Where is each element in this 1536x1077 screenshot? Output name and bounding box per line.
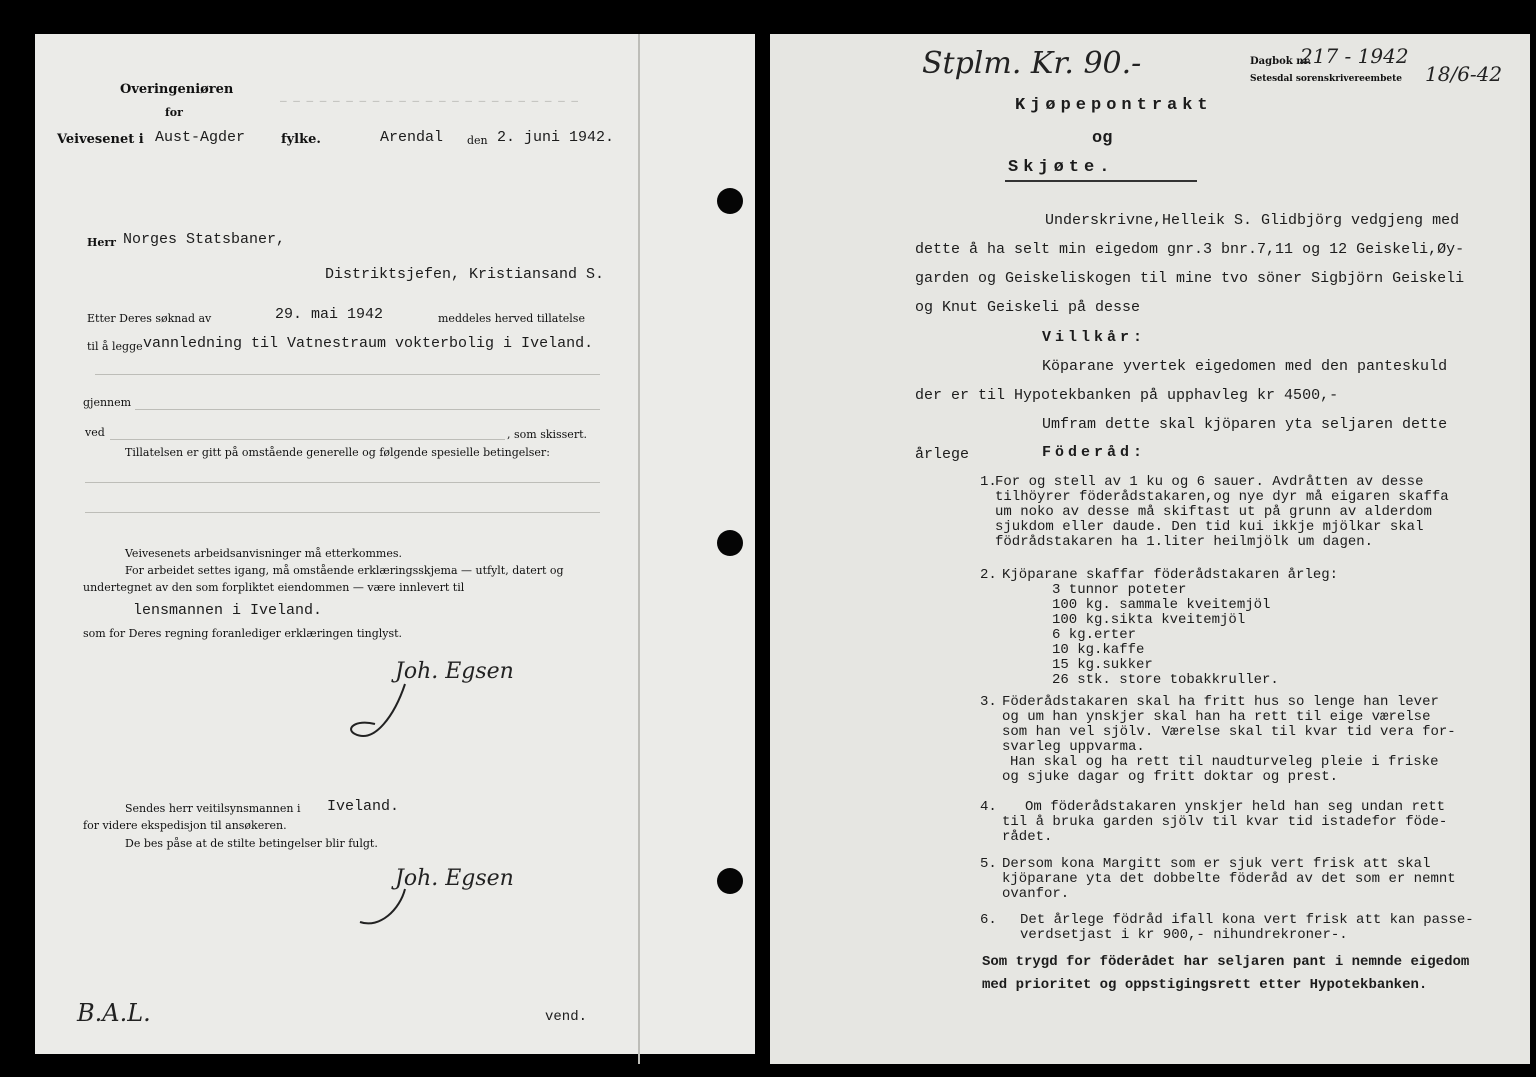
sendes-label: Sendes herr veitilsynsmannen i — [125, 802, 301, 815]
item-line: um noko av desse må skiftast ut på grunn av alderdom — [995, 504, 1432, 520]
application-date: 29. mai 1942 — [275, 306, 384, 323]
gjennem-label: gjennem — [83, 396, 132, 409]
item-line: Dersom kona Margitt som er sjuk vert frisk att skal — [1002, 856, 1431, 872]
item-line: tilhöyrer föderådstakaren,og nye dyr må eigaren skaffa — [995, 489, 1449, 505]
signature-flourish — [335, 674, 455, 754]
blank-line — [95, 374, 600, 375]
left-page — [35, 34, 755, 1054]
item-line: Det årlege födråd ifall kona vert frisk att kan passe- — [1020, 912, 1474, 928]
closing-line: med prioritet og oppstigingsrett etter Hypotekbanken. — [982, 977, 1428, 993]
signature-flourish — [345, 884, 465, 944]
item-line: For og stell av 1 ku og 6 sauer. Avdråtten av desse — [995, 474, 1424, 490]
office-title: Overingeniøren — [120, 82, 234, 97]
item-line: 6 kg.erter — [1052, 627, 1137, 643]
villkar-line: Köparane yvertek eigedomen med den panteskuld — [1042, 358, 1448, 375]
item-line: Kjöparane skaffar föderådstakaren årleg: — [1002, 567, 1339, 583]
item-line: rådet. — [1002, 829, 1053, 845]
sendes-place: Iveland. — [327, 798, 400, 815]
title-underline — [1005, 180, 1197, 182]
instruction-3: undertegnet av den som forpliktet eiendommen — være innlevert til — [83, 581, 465, 594]
right-page — [770, 34, 1530, 1064]
office-for: for — [165, 106, 183, 119]
item-line: svarleg uppvarma. — [1002, 739, 1145, 755]
herr-label: Herr — [87, 236, 116, 249]
body-line: dette å ha selt min eigedom gnr.3 bnr.7,11 og 12 Geiskeli,Øy- — [915, 241, 1465, 258]
item-number: 3. — [980, 694, 997, 710]
item-line: og um han ynskjer skal han ha rett til eige værelse — [1002, 709, 1431, 725]
item-number: 1. — [980, 474, 997, 490]
sendes-line-3: De bes påse at de stilte betingelser blir fulgt. — [125, 837, 378, 850]
binding-hole — [717, 188, 743, 214]
item-line: 15 kg.sukker — [1052, 657, 1153, 673]
item-line: som han vel sjölv. Værelse skal til kvar tid vera for- — [1002, 724, 1456, 740]
vend-label: vend. — [545, 1009, 588, 1025]
til-label: til å legge — [87, 340, 143, 353]
conditions-line: Tillatelsen er gitt på omstående generelle og følgende spesielle betingelser: — [125, 446, 550, 459]
court-label: Setesdal sorenskrivereembete — [1250, 74, 1402, 84]
item-line: 100 kg. sammale kveitemjöl — [1052, 597, 1271, 613]
skissert-label: , som skissert. — [507, 428, 587, 441]
blank-line — [85, 482, 600, 483]
body-line: og Knut Geiskeli på desse — [915, 299, 1141, 316]
permission-text: vannledning til Vatnestraum vokterbolig i Iveland. — [143, 335, 594, 352]
body-line: garden og Geiskeliskogen til mine tvo söner Sigbjörn Geiskeli — [915, 270, 1465, 287]
recipient-line2: Distriktsjefen, Kristiansand S. — [325, 266, 605, 283]
item-line: födrådstakaren ha 1.liter heilmjölk um dagen. — [995, 534, 1374, 550]
item-number: 6. — [980, 912, 997, 928]
meddeles-label: meddeles herved tillatelse — [438, 312, 585, 325]
binding-hole — [717, 868, 743, 894]
dagbok-label: Dagbok nr. — [1250, 56, 1312, 67]
closing-line: Som trygd for föderådet har seljaren pant i nemnde eigedom — [982, 954, 1470, 970]
item-line: ovanfor. — [1002, 886, 1070, 902]
delivered-to: lensmannen i Iveland. — [133, 602, 323, 619]
item-line: Om föderådstakaren ynskjer held han seg undan rett — [1025, 799, 1446, 815]
item-line: verdsetjast i kr 900,- nihundrekroner-. — [1020, 927, 1348, 943]
title-skjote: Skjøte. — [1008, 158, 1115, 177]
court-date: 18/6-42 — [1425, 62, 1503, 86]
county-suffix: fylke. — [281, 132, 321, 147]
item-number: 4. — [980, 799, 997, 815]
item-number: 2. — [980, 567, 997, 583]
county: Aust-Agder — [155, 129, 246, 146]
etter-label: Etter Deres søknad av — [87, 312, 212, 325]
instruction-4: som for Deres regning foranlediger erklæringen tinglyst. — [83, 627, 403, 640]
item-line: 3 tunnor poteter — [1052, 582, 1187, 598]
signature-1: Joh. Egsen — [395, 659, 514, 684]
instruction-2: For arbeidet settes igang, må omstående erklæringsskjema — utfylt, datert og — [125, 564, 564, 577]
instruction-1: Veivesenets arbeidsanvisninger må etterkommes. — [125, 547, 402, 560]
title-og: og — [1092, 129, 1113, 148]
date-prefix: den — [467, 134, 488, 147]
item-line: Han skal og ha rett til naudturveleg pleie i friske — [1010, 754, 1439, 770]
place: Arendal — [380, 129, 444, 146]
signature-2: Joh. Egsen — [395, 866, 514, 891]
item-line: 10 kg.kaffe — [1052, 642, 1145, 658]
item-line: til å bruka garden sjölv til kvar tid istadefor föde- — [1002, 814, 1448, 830]
document-title: Kjøpepontrakt — [1015, 96, 1213, 115]
letter-date: 2. juni 1942. — [497, 129, 615, 146]
blank-line — [85, 512, 600, 513]
blank-line — [135, 409, 600, 410]
villkar-heading: Villkår: — [1042, 329, 1147, 346]
foderad-heading: Föderåd: — [1042, 444, 1147, 461]
initials: B.A.L. — [77, 999, 151, 1027]
blank-line — [110, 439, 505, 440]
item-line: og sjuke dagar og fritt doktar og prest. — [1002, 769, 1339, 785]
handwritten-ref: Stplm. Kr. 90.- — [922, 46, 1142, 81]
page-fold — [638, 34, 640, 1064]
office-dept: Veivesenet i — [57, 132, 144, 147]
villkar-line: Umfram dette skal kjöparen yta seljaren dette — [1042, 416, 1448, 433]
book-spine — [755, 34, 770, 1077]
faded-header-text: ― ― ― ― ― ― ― ― ― ― ― ― ― ― ― ― ― ― ― ― ― ― ― — [280, 94, 579, 107]
item-line: kjöparane yta det dobbelte föderåd av det som er nemnt — [1002, 871, 1456, 887]
recipient: Norges Statsbaner, — [123, 231, 286, 248]
body-line: Underskrivne,Helleik S. Glidbjörg vedgjeng med — [1045, 212, 1460, 229]
binding-hole — [717, 530, 743, 556]
sendes-line-2: for videre ekspedisjon til ansøkeren. — [83, 819, 287, 832]
item-number: 5. — [980, 856, 997, 872]
ved-label: ved — [85, 426, 105, 439]
item-line: 26 stk. store tobakkruller. — [1052, 672, 1279, 688]
item-line: Föderådstakaren skal ha fritt hus so lenge han lever — [1002, 694, 1439, 710]
dagbok-number: 217 - 1942 — [1300, 44, 1409, 68]
villkar-line: der er til Hypotekbanken på upphavleg kr 4500,- — [915, 387, 1339, 404]
arlege-label: årlege — [915, 446, 970, 463]
item-line: 100 kg.sikta kveitemjöl — [1052, 612, 1246, 628]
item-line: sjukdom eller daude. Den tid kui ikkje mjölkar skal — [995, 519, 1424, 535]
